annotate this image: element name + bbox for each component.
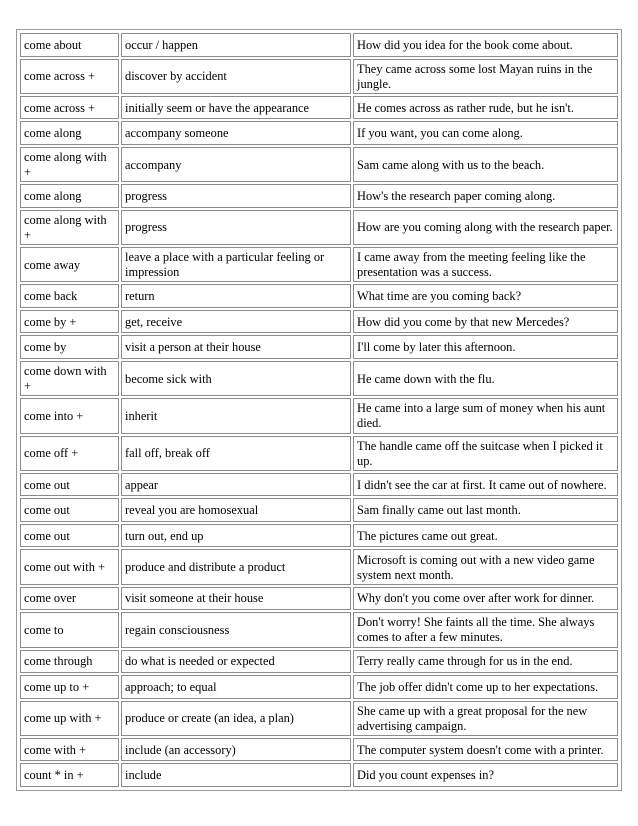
table-row <box>20 763 618 787</box>
example-cell: I didn't see the car at first. It came out of nowhere. <box>353 473 618 497</box>
meaning-cell: appear <box>121 473 351 497</box>
table-row <box>20 675 618 699</box>
example-cell: Terry really came through for us in the end. <box>353 650 618 674</box>
table-row <box>20 398 618 433</box>
phrasal-verb-cell: come along with + <box>20 210 119 245</box>
meaning-cell: approach; to equal <box>121 675 351 699</box>
example-cell: Don't worry! She faints all the time. She always comes to after a few minutes. <box>353 612 618 647</box>
meaning-cell: initially seem or have the appearance <box>121 96 351 120</box>
example-cell: How did you idea for the book come about. <box>353 33 618 57</box>
phrasal-verb-cell: come away <box>20 247 119 282</box>
phrasal-verb-cell: come by + <box>20 310 119 334</box>
phrasal-verb-cell: come up with + <box>20 701 119 736</box>
phrasal-verb-cell: come out with + <box>20 549 119 584</box>
table-row <box>20 96 618 120</box>
meaning-cell: become sick with <box>121 361 351 396</box>
meaning-cell: produce and distribute a product <box>121 549 351 584</box>
table-row <box>20 701 618 736</box>
meaning-cell: fall off, break off <box>121 436 351 471</box>
meaning-cell: return <box>121 284 351 308</box>
table-row <box>20 612 618 647</box>
example-cell: How are you coming along with the research paper. <box>353 210 618 245</box>
phrasal-verb-cell: come along <box>20 121 119 145</box>
meaning-cell: visit someone at their house <box>121 587 351 611</box>
table-row <box>20 361 618 396</box>
example-cell: I came away from the meeting feeling like the presentation was a success. <box>353 247 618 282</box>
meaning-cell: include <box>121 763 351 787</box>
example-cell: Why don't you come over after work for dinner. <box>353 587 618 611</box>
phrasal-verb-cell: come out <box>20 524 119 548</box>
phrasal-verb-cell: come over <box>20 587 119 611</box>
table-row <box>20 738 618 762</box>
example-cell: The job offer didn't come up to her expectations. <box>353 675 618 699</box>
meaning-cell: accompany someone <box>121 121 351 145</box>
example-cell: Microsoft is coming out with a new video game system next month. <box>353 549 618 584</box>
phrasal-verb-cell: come into + <box>20 398 119 433</box>
example-cell: How did you come by that new Mercedes? <box>353 310 618 334</box>
example-cell: He comes across as rather rude, but he isn't. <box>353 96 618 120</box>
table-row <box>20 587 618 611</box>
table-row <box>20 59 618 94</box>
meaning-cell: do what is needed or expected <box>121 650 351 674</box>
example-cell: Did you count expenses in? <box>353 763 618 787</box>
phrasal-verb-cell: come to <box>20 612 119 647</box>
example-cell: She came up with a great proposal for the new advertising campaign. <box>353 701 618 736</box>
meaning-cell: produce or create (an idea, a plan) <box>121 701 351 736</box>
example-cell: He came into a large sum of money when his aunt died. <box>353 398 618 433</box>
example-cell: What time are you coming back? <box>353 284 618 308</box>
meaning-cell: turn out, end up <box>121 524 351 548</box>
meaning-cell: discover by accident <box>121 59 351 94</box>
example-cell: How's the research paper coming along. <box>353 184 618 208</box>
meaning-cell: progress <box>121 210 351 245</box>
phrasal-verb-table <box>18 31 620 789</box>
table-row <box>20 284 618 308</box>
phrasal-verb-cell: come down with + <box>20 361 119 396</box>
phrasal-verb-cell: come by <box>20 335 119 359</box>
phrasal-verb-cell: come out <box>20 473 119 497</box>
example-cell: The computer system doesn't come with a printer. <box>353 738 618 762</box>
table-row <box>20 498 618 522</box>
table-row <box>20 524 618 548</box>
phrasal-verb-table-body <box>20 33 618 787</box>
table-row <box>20 549 618 584</box>
phrasal-verb-cell: come off + <box>20 436 119 471</box>
phrasal-verb-cell: come about <box>20 33 119 57</box>
phrasal-verb-page <box>16 29 622 791</box>
phrasal-verb-cell: come with + <box>20 738 119 762</box>
meaning-cell: inherit <box>121 398 351 433</box>
table-row <box>20 247 618 282</box>
meaning-cell: progress <box>121 184 351 208</box>
table-row <box>20 33 618 57</box>
table-row <box>20 310 618 334</box>
phrasal-verb-cell: come along with + <box>20 147 119 182</box>
phrasal-verb-cell: come along <box>20 184 119 208</box>
table-row <box>20 147 618 182</box>
table-row <box>20 121 618 145</box>
phrasal-verb-cell: count * in + <box>20 763 119 787</box>
phrasal-verb-cell: come back <box>20 284 119 308</box>
meaning-cell: leave a place with a particular feeling or impression <box>121 247 351 282</box>
phrasal-verb-cell: come out <box>20 498 119 522</box>
phrasal-verb-cell: come across + <box>20 96 119 120</box>
example-cell: He came down with the flu. <box>353 361 618 396</box>
meaning-cell: regain consciousness <box>121 612 351 647</box>
meaning-cell: include (an accessory) <box>121 738 351 762</box>
meaning-cell: occur / happen <box>121 33 351 57</box>
table-row <box>20 335 618 359</box>
table-row <box>20 210 618 245</box>
example-cell: I'll come by later this afternoon. <box>353 335 618 359</box>
table-row <box>20 473 618 497</box>
phrasal-verb-cell: come up to + <box>20 675 119 699</box>
table-row <box>20 184 618 208</box>
example-cell: The handle came off the suitcase when I picked it up. <box>353 436 618 471</box>
meaning-cell: reveal you are homosexual <box>121 498 351 522</box>
example-cell: Sam came along with us to the beach. <box>353 147 618 182</box>
phrasal-verb-cell: come across + <box>20 59 119 94</box>
meaning-cell: visit a person at their house <box>121 335 351 359</box>
example-cell: They came across some lost Mayan ruins in the jungle. <box>353 59 618 94</box>
phrasal-verb-cell: come through <box>20 650 119 674</box>
example-cell: The pictures came out great. <box>353 524 618 548</box>
table-row <box>20 436 618 471</box>
meaning-cell: get, receive <box>121 310 351 334</box>
meaning-cell: accompany <box>121 147 351 182</box>
table-row <box>20 650 618 674</box>
example-cell: Sam finally came out last month. <box>353 498 618 522</box>
example-cell: If you want, you can come along. <box>353 121 618 145</box>
